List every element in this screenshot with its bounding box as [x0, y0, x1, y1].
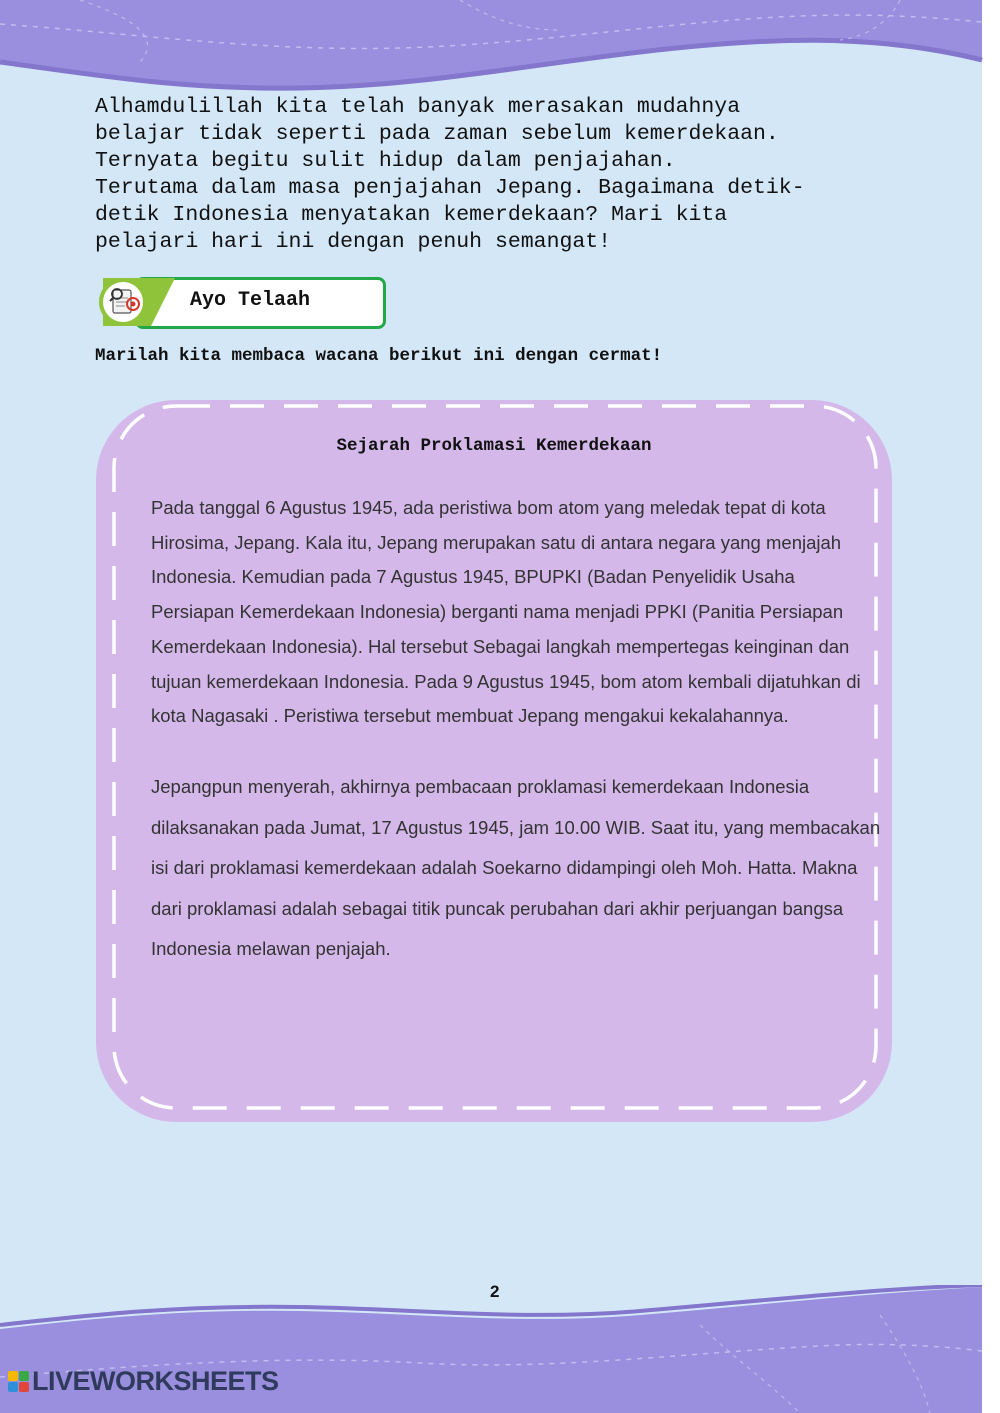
section-title: Ayo Telaah	[190, 289, 311, 312]
intro-text: Alhamdulillah kita telah banyak merasakan mudahnya belajar tidak seperti pada zaman sebelum kemerdekaan. Ternyata begitu sulit hidup dalam penjajahan. Terutama dalam masa penjajahan Jepang. Bagaimana detik- detik Indonesia menyatakan kemerdekaan? Mari kita pelajari hari ini dengan penuh semangat!	[95, 95, 805, 254]
liveworksheets-logo	[8, 1366, 279, 1396]
reading-title: Sejarah Proklamasi Kemerdekaan	[336, 436, 652, 456]
top-wave-decoration	[0, 0, 1000, 100]
page-margin	[982, 0, 1000, 1413]
reading-instruction: Marilah kita membaca wacana berikut ini dengan cermat!	[95, 346, 663, 366]
magnifier-document-icon	[95, 276, 175, 328]
logo-mark-icon	[8, 1371, 29, 1392]
reading-paragraph-2: Jepangpun menyerah, akhirnya pembacaan proklamasi kemerdekaan Indonesia dilaksanakan pada Jumat, 17 Agustus 1945, jam 10.00 WIB. Saat itu, yang membacakan isi dari proklamasi kemerdekaan adalah Soekarno didampingi oleh Moh. Hatta. Makna dari proklamasi adalah sebagai titik puncak perubahan dari akhir perjuangan bangsa Indonesia melawan penjajah.	[151, 776, 881, 959]
logo-text: LIVEWORKSHEETS	[32, 1365, 279, 1396]
reading-paragraph-1: Pada tanggal 6 Agustus 1945, ada peristiwa bom atom yang meledak tepat di kota Hirosima, Jepang. Kala itu, Jepang merupakan satu di antara negara yang menjajah Indonesia. Kemudian pada 7 Agustus 1945, BPUPKI (Badan Penyelidik Usaha Persiapan Kemerdekaan Indonesia) berganti nama menjadi PPKI (Panitia Persiapan Kemerdekaan Indonesia). Hal tersebut Sebagai langkah mempertegas keinginan dan tujuan kemerdekaan Indonesia. Pada 9 Agustus 1945, bom atom kembali dijatuhkan di kota Nagasaki . Peristiwa tersebut membuat Jepang mengakui kekalahannya.	[151, 497, 861, 727]
section-header	[95, 276, 385, 328]
page-number: 2	[490, 1282, 500, 1301]
